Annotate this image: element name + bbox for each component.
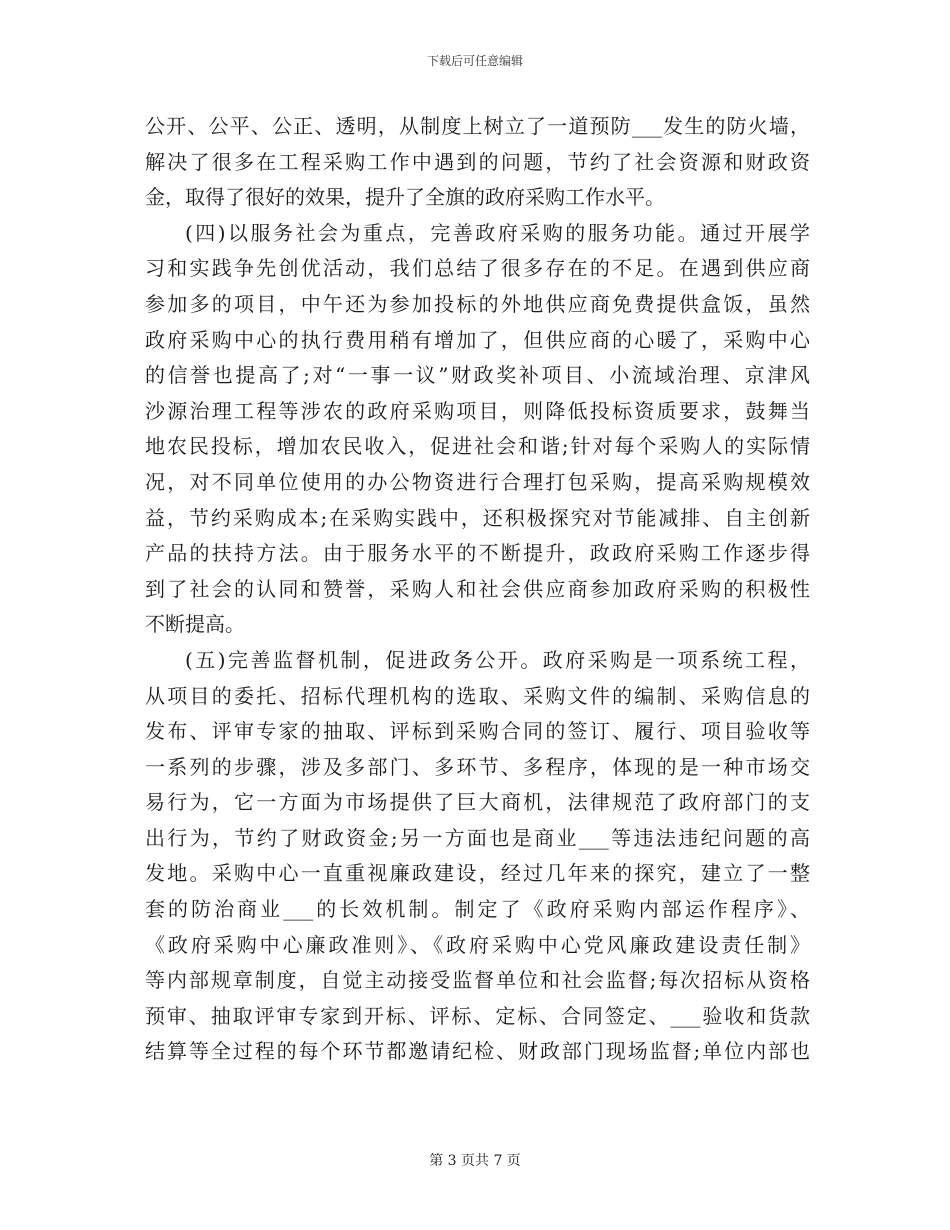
text-line: (五)完善监督机制，促进政务公开。政府采购是一项系统工程，	[185, 647, 810, 672]
text-line: 况，对不同单位使用的办公物资进行合理打包采购，提高采购规模效	[145, 469, 810, 494]
text-line: 的信誉也提高了;对“一事一议”财政奖补项目、小流域治理、京津风	[145, 363, 810, 388]
text-line: 公开、公平、公正、透明，从制度上树立了一道预防___发生的防火墙，	[145, 114, 810, 138]
text-line: 发地。采购中心一直重视廉政建设，经过几年来的探究，建立了一整	[145, 861, 810, 886]
page-number: 第 3 页共 7 页	[429, 1153, 521, 1169]
text-line: 益，节约采购成本;在采购实践中，还积极探究对节能减排、自主创新	[145, 505, 810, 530]
text-line: 结算等全过程的每个环节都邀请纪检、财政部门现场监督;单位内部也	[145, 1039, 810, 1064]
text-line: 出行为，节约了财政资金;另一方面也是商业___等违法违纪问题的高	[145, 825, 810, 850]
text-line: 从项目的委托、招标代理机构的选取、采购文件的编制、采购信息的	[145, 683, 810, 708]
text-line: 解决了很多在工程采购工作中遇到的问题，节约了社会资源和财政资	[145, 149, 810, 174]
text-line: 易行为，它一方面为市场提供了巨大商机，法律规范了政府部门的支	[145, 790, 810, 815]
text-line: 《政府采购中心廉政准则》、《政府采购中心党风廉政建设责任制》	[145, 932, 810, 957]
text-line: 政府采购中心的执行费用稍有增加了，但供应商的心暖了，采购中心	[145, 327, 810, 352]
text-line: 等内部规章制度，自觉主动接受监督单位和社会监督;每次招标从资格	[145, 968, 810, 993]
page-header: 下载后可任意编辑	[426, 54, 523, 68]
text-line: 预审、抽取评审专家到开标、评标、定标、合同签定、___验收和货款	[145, 1003, 810, 1028]
text-line: (四)以服务社会为重点，完善政府采购的服务功能。通过开展学	[185, 220, 810, 245]
text-line: 参加多的项目，中午还为参加投标的外地供应商免费提供盒饭，虽然	[145, 291, 810, 316]
text-line: 一系列的步骤，涉及多部门、多环节、多程序，体现的是一种市场交	[145, 754, 810, 779]
text-line: 习和实践争先创优活动，我们总结了很多存在的不足。在遇到供应商	[145, 256, 810, 281]
text-line: 不断提高。	[145, 612, 245, 637]
text-line: 产品的扶持方法。由于服务水平的不断提升，政政府采购工作逐步得	[145, 541, 810, 566]
text-line: 套的防治商业___的长效机制。制定了《政府采购内部运作程序》、	[145, 897, 810, 922]
document-body	[145, 109, 810, 1070]
text-line: 沙源治理工程等涉农的政府采购项目，则降低投标资质要求，鼓舞当	[145, 398, 810, 423]
text-line: 金，取得了很好的效果，提升了全旗的政府采购工作水平。	[145, 185, 665, 210]
text-line: 发布、评审专家的抽取、评标到采购合同的签订、履行、项目验收等	[145, 719, 810, 744]
text-line: 到了社会的认同和赞誉，采购人和社会供应商参加政府采购的积极性	[145, 576, 810, 601]
text-line: 地农民投标，增加农民收入，促进社会和谐;针对每个采购人的实际情	[145, 434, 810, 459]
